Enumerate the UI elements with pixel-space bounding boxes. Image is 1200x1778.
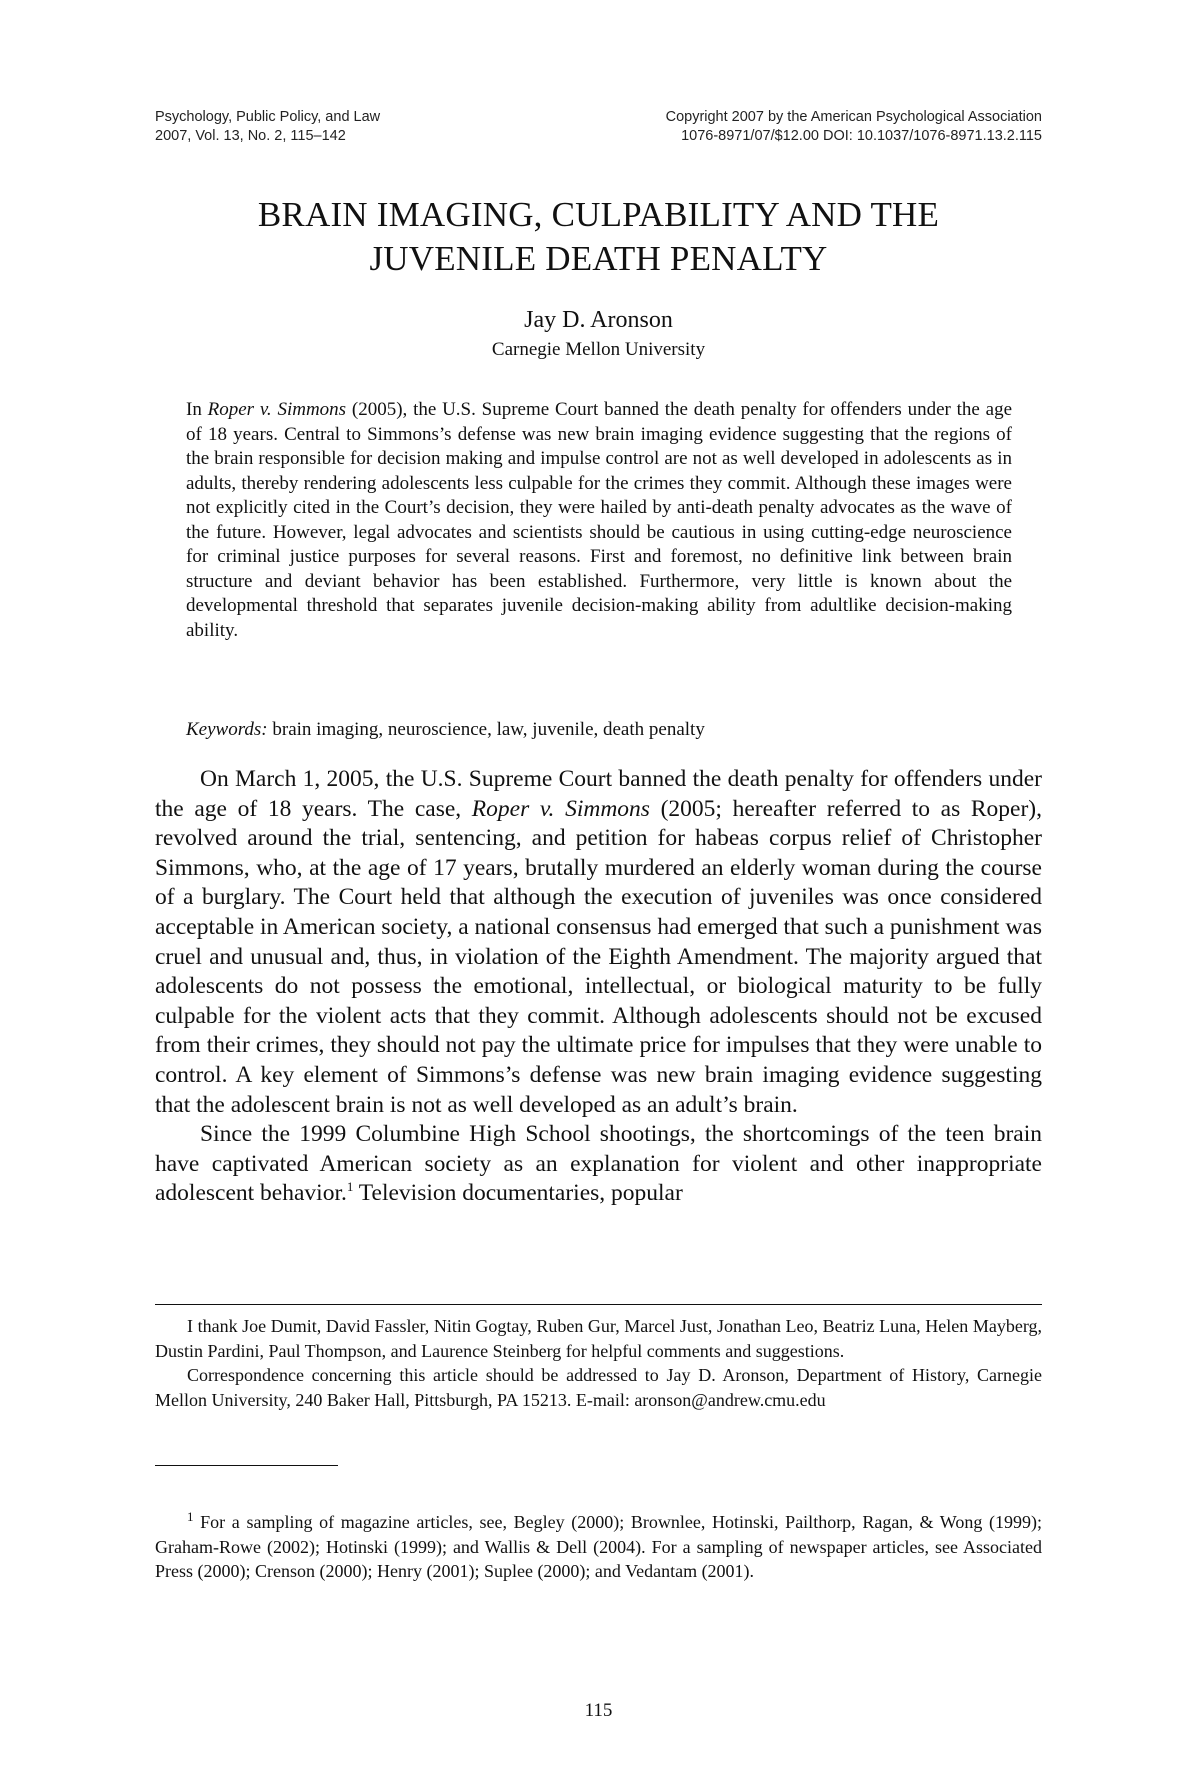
copyright-line: Copyright 2007 by the American Psychological Association xyxy=(665,109,1042,125)
body-paragraph-2 xyxy=(155,1120,1042,1209)
p1-text: (2005; hereafter referred to as Roper), revolved around the trial, sentencing, and petition for habeas corpus relief of Christopher Simmons, who, at the age of 17 years, brutally murdered an elderly woman during the course of a burglary. The Court held that although the execution of juveniles was once considered acceptable in American society, a national consensus had emerged that such a punishment was cruel and unusual and, thus, in violation of the Eighth Amendment. The majority argued that adolescents do not possess the emotional, intellectual, or biological maturity to be fully culpable for the violent acts that they commit. Although adolescents should not be excused from their crimes, they should not pay the ultimate price for impulses that they were unable to control. A key element of Simmons’s defense was new brain imaging evidence suggesting that the adolescent brain is not as well developed as an adult’s brain. xyxy=(155,795,1042,1118)
footnotes xyxy=(155,1510,1042,1584)
abstract-case-name: Roper v. Simmons xyxy=(207,399,347,420)
body-paragraph-1 xyxy=(155,765,1042,1120)
footnote-1 xyxy=(155,1510,1042,1584)
footnote-ref-1[interactable]: 1 xyxy=(346,1179,354,1195)
author-name: Jay D. Aronson xyxy=(524,307,673,333)
p2-lead: Since the 1999 Columbine High School shootings, the shortcomings of the teen brain have captivated American society as an explanation for violent and other inappropriate adolescent behavior. xyxy=(155,1121,1042,1207)
abstract-lead: In xyxy=(186,399,208,420)
article-body xyxy=(155,765,1042,1209)
article-title xyxy=(155,193,1042,281)
title-line-1: BRAIN IMAGING, CULPABILITY AND THE xyxy=(257,195,940,234)
doi-line: 1076-8971/07/$12.00 DOI: 10.1037/1076-8971.13.2.115 xyxy=(681,128,1042,144)
author-notes xyxy=(155,1314,1042,1412)
p1-case-name: Roper v. Simmons xyxy=(471,795,650,822)
footnote-text: For a sampling of magazine articles, see, Begley (2000); Brownlee, Hotinski, Pailthorp, Ragan, & Wong (1999); Graham-Rowe (2002); Hotinski (1999); and Wallis & Dell (2004). For a sampling of newspaper articles, see Associated Press (2000); Crenson (2000); Henry (2001); Suplee (2000); and Vedantam (2001). xyxy=(155,1512,1042,1581)
title-line-2: JUVENILE DEATH PENALTY xyxy=(369,239,828,278)
author-affiliation: Carnegie Mellon University xyxy=(491,339,706,360)
page-number: 115 xyxy=(584,1700,613,1721)
abstract-text: (2005), the U.S. Supreme Court banned the death penalty for offenders under the age of 18 years. Central to Simmons’s defense was new brain imaging evidence suggesting that the regions of the brain responsible for decision making and impulse control are not as well developed in adolescents as in adults, thereby rendering adolescents less culpable for the crimes they commit. Although these images were not explicitly cited in the Court’s decision, they were hailed by anti-death penalty advocates as the wave of the future. However, legal advocates and scientists should be cautious in using cutting-edge neuroscience for criminal justice purposes for several reasons. First and foremost, no definitive link between brain structure and deviant behavior has been established. Furthermore, very little is known about the developmental threshold that separates juvenile decision-making ability from adultlike decision-making ability. xyxy=(186,399,1013,641)
keywords xyxy=(186,718,1012,742)
journal-name: Psychology, Public Policy, and Law xyxy=(155,109,381,125)
p1-lead: On March 1, 2005, the U.S. Supreme Court banned the death penalty for offenders under the age of 18 years. The case, xyxy=(155,766,1042,822)
footnote-marker: 1 xyxy=(187,1509,194,1524)
p2-text: Television documentaries, popular xyxy=(353,1180,683,1207)
footnote-rule xyxy=(155,1465,338,1466)
keywords-label: Keywords: xyxy=(186,719,268,740)
acknowledgment-note: I thank Joe Dumit, David Fassler, Nitin Gogtay, Ruben Gur, Marcel Just, Jonathan Leo, Beatriz Luna, Helen Mayberg, Dustin Pardini, Paul Thompson, and Laurence Steinberg for helpful comments and suggestions. xyxy=(155,1316,1042,1361)
abstract xyxy=(186,398,1012,643)
running-header xyxy=(155,108,1042,146)
copyright-info xyxy=(666,108,1042,146)
footnote-divider xyxy=(155,1304,1042,1305)
correspondence-note: Correspondence concerning this article should be addressed to Jay D. Aronson, Department of History, Carnegie Mellon University, 240 Baker Hall, Pittsburgh, PA 15213. E-mail: aronson@andrew.cmu.edu xyxy=(155,1365,1042,1410)
journal-info xyxy=(155,108,380,146)
volume-info: 2007, Vol. 13, No. 2, 115–142 xyxy=(155,128,346,144)
keywords-terms: brain imaging, neuroscience, law, juvenile, death penalty xyxy=(272,719,705,740)
